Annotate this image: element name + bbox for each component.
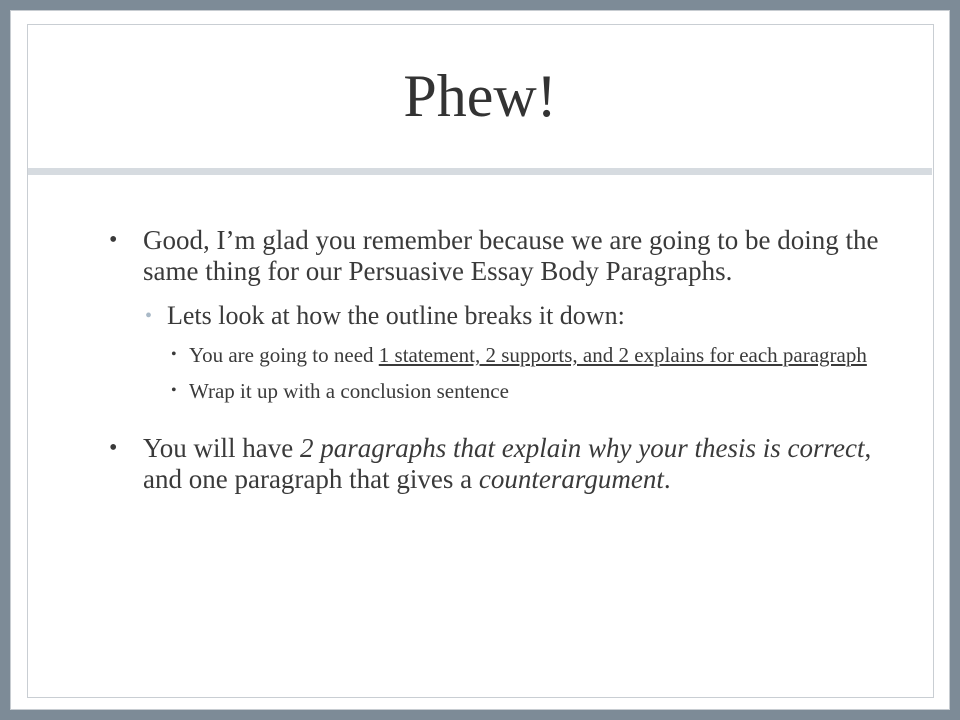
bullet-dot-icon: • — [109, 227, 118, 253]
title-divider — [28, 168, 932, 175]
bullet-2-italic-2: counterargument — [478, 464, 664, 494]
bullet-1-text: Good, I’m glad you remember because we are going to be doing the same thing for our Persuasive Essay Body Paragraphs. — [143, 225, 879, 286]
subsub-1-prefix: You are going to need — [189, 343, 379, 367]
sub-bullet-1-text: Lets look at how the outline breaks it down: — [167, 301, 625, 330]
slide — [10, 10, 950, 710]
bullet-item-2 — [103, 433, 883, 495]
bullet-2-prefix: You will have — [143, 433, 301, 463]
slide-title: Phew! — [403, 63, 557, 129]
sub-bullet-item-1 — [103, 301, 883, 331]
subsub-2-text: Wrap it up with a conclusion sentence — [189, 379, 509, 403]
subsub-bullet-dot-icon: • — [171, 382, 177, 399]
slide-body — [103, 225, 883, 495]
sub-bullet-dot-icon: • — [145, 305, 153, 327]
bullet-2-middle: , and one paragraph that gives a — [143, 433, 872, 494]
subsub-bullet-item-2 — [103, 379, 883, 403]
subsub-bullet-item-1 — [103, 343, 883, 367]
bullet-dot-icon: • — [109, 435, 118, 461]
bullet-2-italic-1: 2 paragraphs that explain why your thesis is correct — [300, 433, 865, 463]
bullet-item-1 — [103, 225, 883, 287]
subsub-bullet-dot-icon: • — [171, 346, 177, 363]
bullet-2-suffix: . — [663, 464, 671, 494]
subsub-1-underlined: 1 statement, 2 supports, and 2 explains for each paragraph — [378, 343, 867, 367]
